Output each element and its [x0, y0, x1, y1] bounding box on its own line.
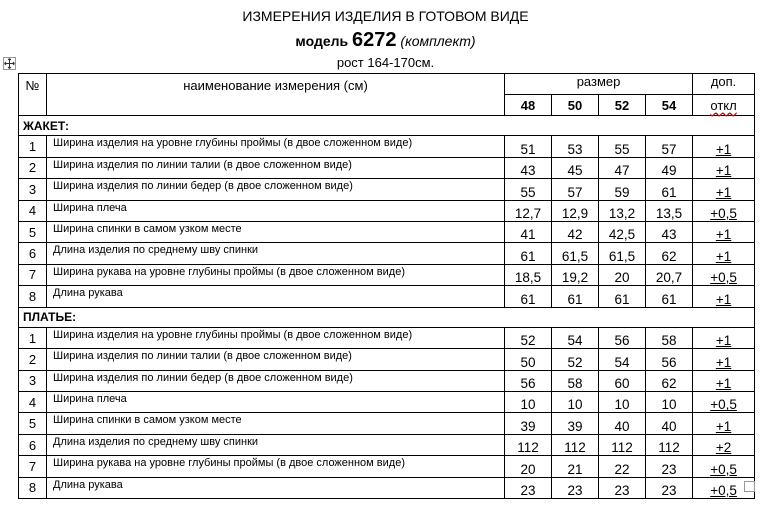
measurement-value: 40: [599, 413, 646, 434]
col-header-dop: доп.: [693, 74, 755, 95]
table-row: [19, 370, 755, 391]
tolerance-cell: [693, 456, 755, 477]
measurement-value: 59: [599, 179, 646, 200]
measurement-value: 23: [646, 456, 693, 477]
tolerance-value: +1: [715, 291, 732, 307]
row-number: 4: [19, 200, 47, 221]
measurement-value: 61: [505, 243, 552, 264]
row-number: 8: [19, 286, 47, 307]
measurement-value: 40: [646, 413, 693, 434]
measurement-value: 61,5: [552, 243, 599, 264]
measurement-name: Ширина изделия по линии бедер (в двое сложенном виде): [47, 370, 505, 391]
measurement-value: 13,2: [599, 200, 646, 221]
tolerance-cell: [693, 434, 755, 455]
model-number: 6272: [352, 29, 397, 51]
tolerance-value: +1: [715, 333, 732, 349]
tolerance-cell: [693, 392, 755, 413]
table-row: [19, 136, 755, 157]
table-row: [19, 221, 755, 242]
measurement-value: 61: [599, 286, 646, 307]
row-number: 6: [19, 434, 47, 455]
tolerance-cell: [693, 264, 755, 285]
row-number: 3: [19, 370, 47, 391]
measurement-value: 51: [505, 136, 552, 157]
size-header: 54: [646, 95, 693, 116]
model-line: [0, 29, 771, 52]
table-row: [19, 456, 755, 477]
table-row: [19, 392, 755, 413]
table-resize-handle[interactable]: [744, 481, 755, 492]
tolerance-cell: [693, 413, 755, 434]
measurement-value: 43: [505, 157, 552, 178]
measurement-value: 39: [552, 413, 599, 434]
measurement-value: 18,5: [505, 264, 552, 285]
tolerance-value: +1: [715, 184, 732, 200]
measurement-value: 112: [646, 434, 693, 455]
tolerance-value: +1: [715, 376, 732, 392]
tolerance-cell: [693, 243, 755, 264]
table-move-handle-icon[interactable]: [3, 57, 16, 70]
measurement-name: Ширина изделия на уровне глубины проймы (в двое сложенном виде): [47, 136, 505, 157]
measurement-value: 61: [646, 179, 693, 200]
measurement-value: 61: [505, 286, 552, 307]
row-number: 6: [19, 243, 47, 264]
tolerance-cell: [693, 327, 755, 348]
row-number: 2: [19, 157, 47, 178]
measurement-value: 62: [646, 243, 693, 264]
table-row: [19, 434, 755, 455]
model-label: модель: [295, 33, 349, 49]
measurement-name: Ширина изделия по линии талии (в двое сложенном виде): [47, 157, 505, 178]
measurement-value: 112: [599, 434, 646, 455]
table-row: [19, 179, 755, 200]
measurement-value: 20,7: [646, 264, 693, 285]
row-number: 4: [19, 392, 47, 413]
table-row: [19, 157, 755, 178]
measurement-value: 42,5: [599, 221, 646, 242]
measurement-value: 13,5: [646, 200, 693, 221]
section-row: [19, 116, 755, 136]
measurement-value: 20: [505, 456, 552, 477]
tolerance-cell: [693, 179, 755, 200]
measurement-value: 112: [552, 434, 599, 455]
measurement-value: 55: [599, 136, 646, 157]
tolerance-cell: [693, 370, 755, 391]
tolerance-value: +0,5: [710, 270, 737, 286]
measurement-value: 56: [599, 327, 646, 348]
height-range: рост 164-170см.: [336, 55, 435, 70]
table-row: [19, 264, 755, 285]
measurement-value: 52: [505, 327, 552, 348]
measurement-name: Ширина плеча: [47, 200, 505, 221]
tolerance-value: +2: [715, 440, 732, 456]
measurement-value: 10: [552, 392, 599, 413]
measurement-value: 23: [505, 477, 552, 498]
measurement-name: Длина изделия по среднему шву спинки: [47, 434, 505, 455]
col-header-number: №: [19, 74, 47, 116]
measurement-value: 58: [646, 327, 693, 348]
measurement-value: 62: [646, 370, 693, 391]
measurement-value: 39: [505, 413, 552, 434]
tolerance-value: +1: [715, 141, 732, 157]
measurement-name: Ширина изделия по линии талии (в двое сложенном виде): [47, 349, 505, 370]
measurement-value: 56: [646, 349, 693, 370]
measurement-value: 57: [646, 136, 693, 157]
tolerance-value: +1: [715, 163, 732, 179]
measurement-value: 50: [505, 349, 552, 370]
tolerance-value: +1: [715, 248, 732, 264]
tolerance-value: +1: [715, 418, 732, 434]
tolerance-value: +0,5: [710, 461, 737, 477]
measurement-value: 19,2: [552, 264, 599, 285]
table-row: [19, 200, 755, 221]
measurement-name: Ширина спинки в самом узком месте: [47, 221, 505, 242]
tolerance-cell: [693, 221, 755, 242]
size-header: 48: [505, 95, 552, 116]
measurement-value: 22: [599, 456, 646, 477]
table-row: [19, 327, 755, 348]
measurement-value: 61,5: [599, 243, 646, 264]
measurement-name: Ширина изделия по линии бедер (в двое сложенном виде): [47, 179, 505, 200]
measurement-value: 21: [552, 456, 599, 477]
tolerance-cell: [693, 286, 755, 307]
measurement-value: 10: [505, 392, 552, 413]
measurement-name: Длина рукава: [47, 286, 505, 307]
row-number: 3: [19, 179, 47, 200]
measurement-value: 42: [552, 221, 599, 242]
measurement-value: 10: [646, 392, 693, 413]
measurement-value: 43: [646, 221, 693, 242]
row-number: 8: [19, 477, 47, 498]
section-title: ПЛАТЬЕ:: [19, 307, 755, 327]
size-header: 50: [552, 95, 599, 116]
col-header-name: наименование измерения (см): [47, 74, 505, 116]
tolerance-cell: [693, 349, 755, 370]
measurement-name: Ширина изделия на уровне глубины проймы (в двое сложенном виде): [47, 327, 505, 348]
measurement-value: 52: [552, 349, 599, 370]
measurement-name: Длина изделия по среднему шву спинки: [47, 243, 505, 264]
size-header: 52: [599, 95, 646, 116]
row-number: 5: [19, 413, 47, 434]
tolerance-value: +1: [715, 227, 732, 243]
measurements-table: [18, 73, 755, 499]
measurement-value: 45: [552, 157, 599, 178]
measurement-value: 112: [505, 434, 552, 455]
col-header-size: размер: [505, 74, 693, 95]
measurement-value: 58: [552, 370, 599, 391]
tolerance-value: +0,5: [710, 397, 737, 413]
measurement-name: Ширина рукава на уровне глубины проймы (в двое сложенном виде): [47, 456, 505, 477]
measurement-value: 61: [552, 286, 599, 307]
table-row: [19, 349, 755, 370]
measurement-value: 55: [505, 179, 552, 200]
measurement-value: 54: [552, 327, 599, 348]
measurement-value: 56: [505, 370, 552, 391]
row-number: 5: [19, 221, 47, 242]
measurement-value: 23: [552, 477, 599, 498]
section-row: [19, 307, 755, 327]
row-number: 7: [19, 456, 47, 477]
tolerance-value: +0,5: [710, 483, 737, 499]
measurement-value: 23: [599, 477, 646, 498]
tolerance-value: +1: [715, 354, 732, 370]
measurement-value: 57: [552, 179, 599, 200]
measurement-value: 41: [505, 221, 552, 242]
table-row: [19, 243, 755, 264]
tolerance-cell: [693, 157, 755, 178]
tolerance-cell: [693, 200, 755, 221]
tolerance-value: +0,5: [710, 205, 737, 221]
col-header-otkl: откл: [693, 95, 755, 116]
row-number: 1: [19, 136, 47, 157]
measurement-name: Ширина рукава на уровне глубины проймы (в двое сложенном виде): [47, 264, 505, 285]
measurement-value: 20: [599, 264, 646, 285]
table-row: [19, 286, 755, 307]
row-number: 2: [19, 349, 47, 370]
measurement-value: 60: [599, 370, 646, 391]
row-number: 1: [19, 327, 47, 348]
measurement-value: 61: [646, 286, 693, 307]
measurement-name: Ширина спинки в самом узком месте: [47, 413, 505, 434]
table-row: [19, 477, 755, 498]
table-row: [19, 413, 755, 434]
measurement-name: Ширина плеча: [47, 392, 505, 413]
measurement-value: 12,7: [505, 200, 552, 221]
tolerance-cell: [693, 136, 755, 157]
measurement-value: 23: [646, 477, 693, 498]
measurement-value: 10: [599, 392, 646, 413]
measurement-value: 47: [599, 157, 646, 178]
measurement-name: Длина рукава: [47, 477, 505, 498]
measurement-value: 49: [646, 157, 693, 178]
measurement-value: 54: [599, 349, 646, 370]
measurement-value: 12,9: [552, 200, 599, 221]
document-title: ИЗМЕРЕНИЯ ИЗДЕЛИЯ В ГОТОВОМ ВИДЕ: [242, 8, 529, 24]
row-number: 7: [19, 264, 47, 285]
model-note: (комплект): [400, 33, 476, 49]
measurement-value: 53: [552, 136, 599, 157]
section-title: ЖАКЕТ:: [19, 116, 755, 136]
